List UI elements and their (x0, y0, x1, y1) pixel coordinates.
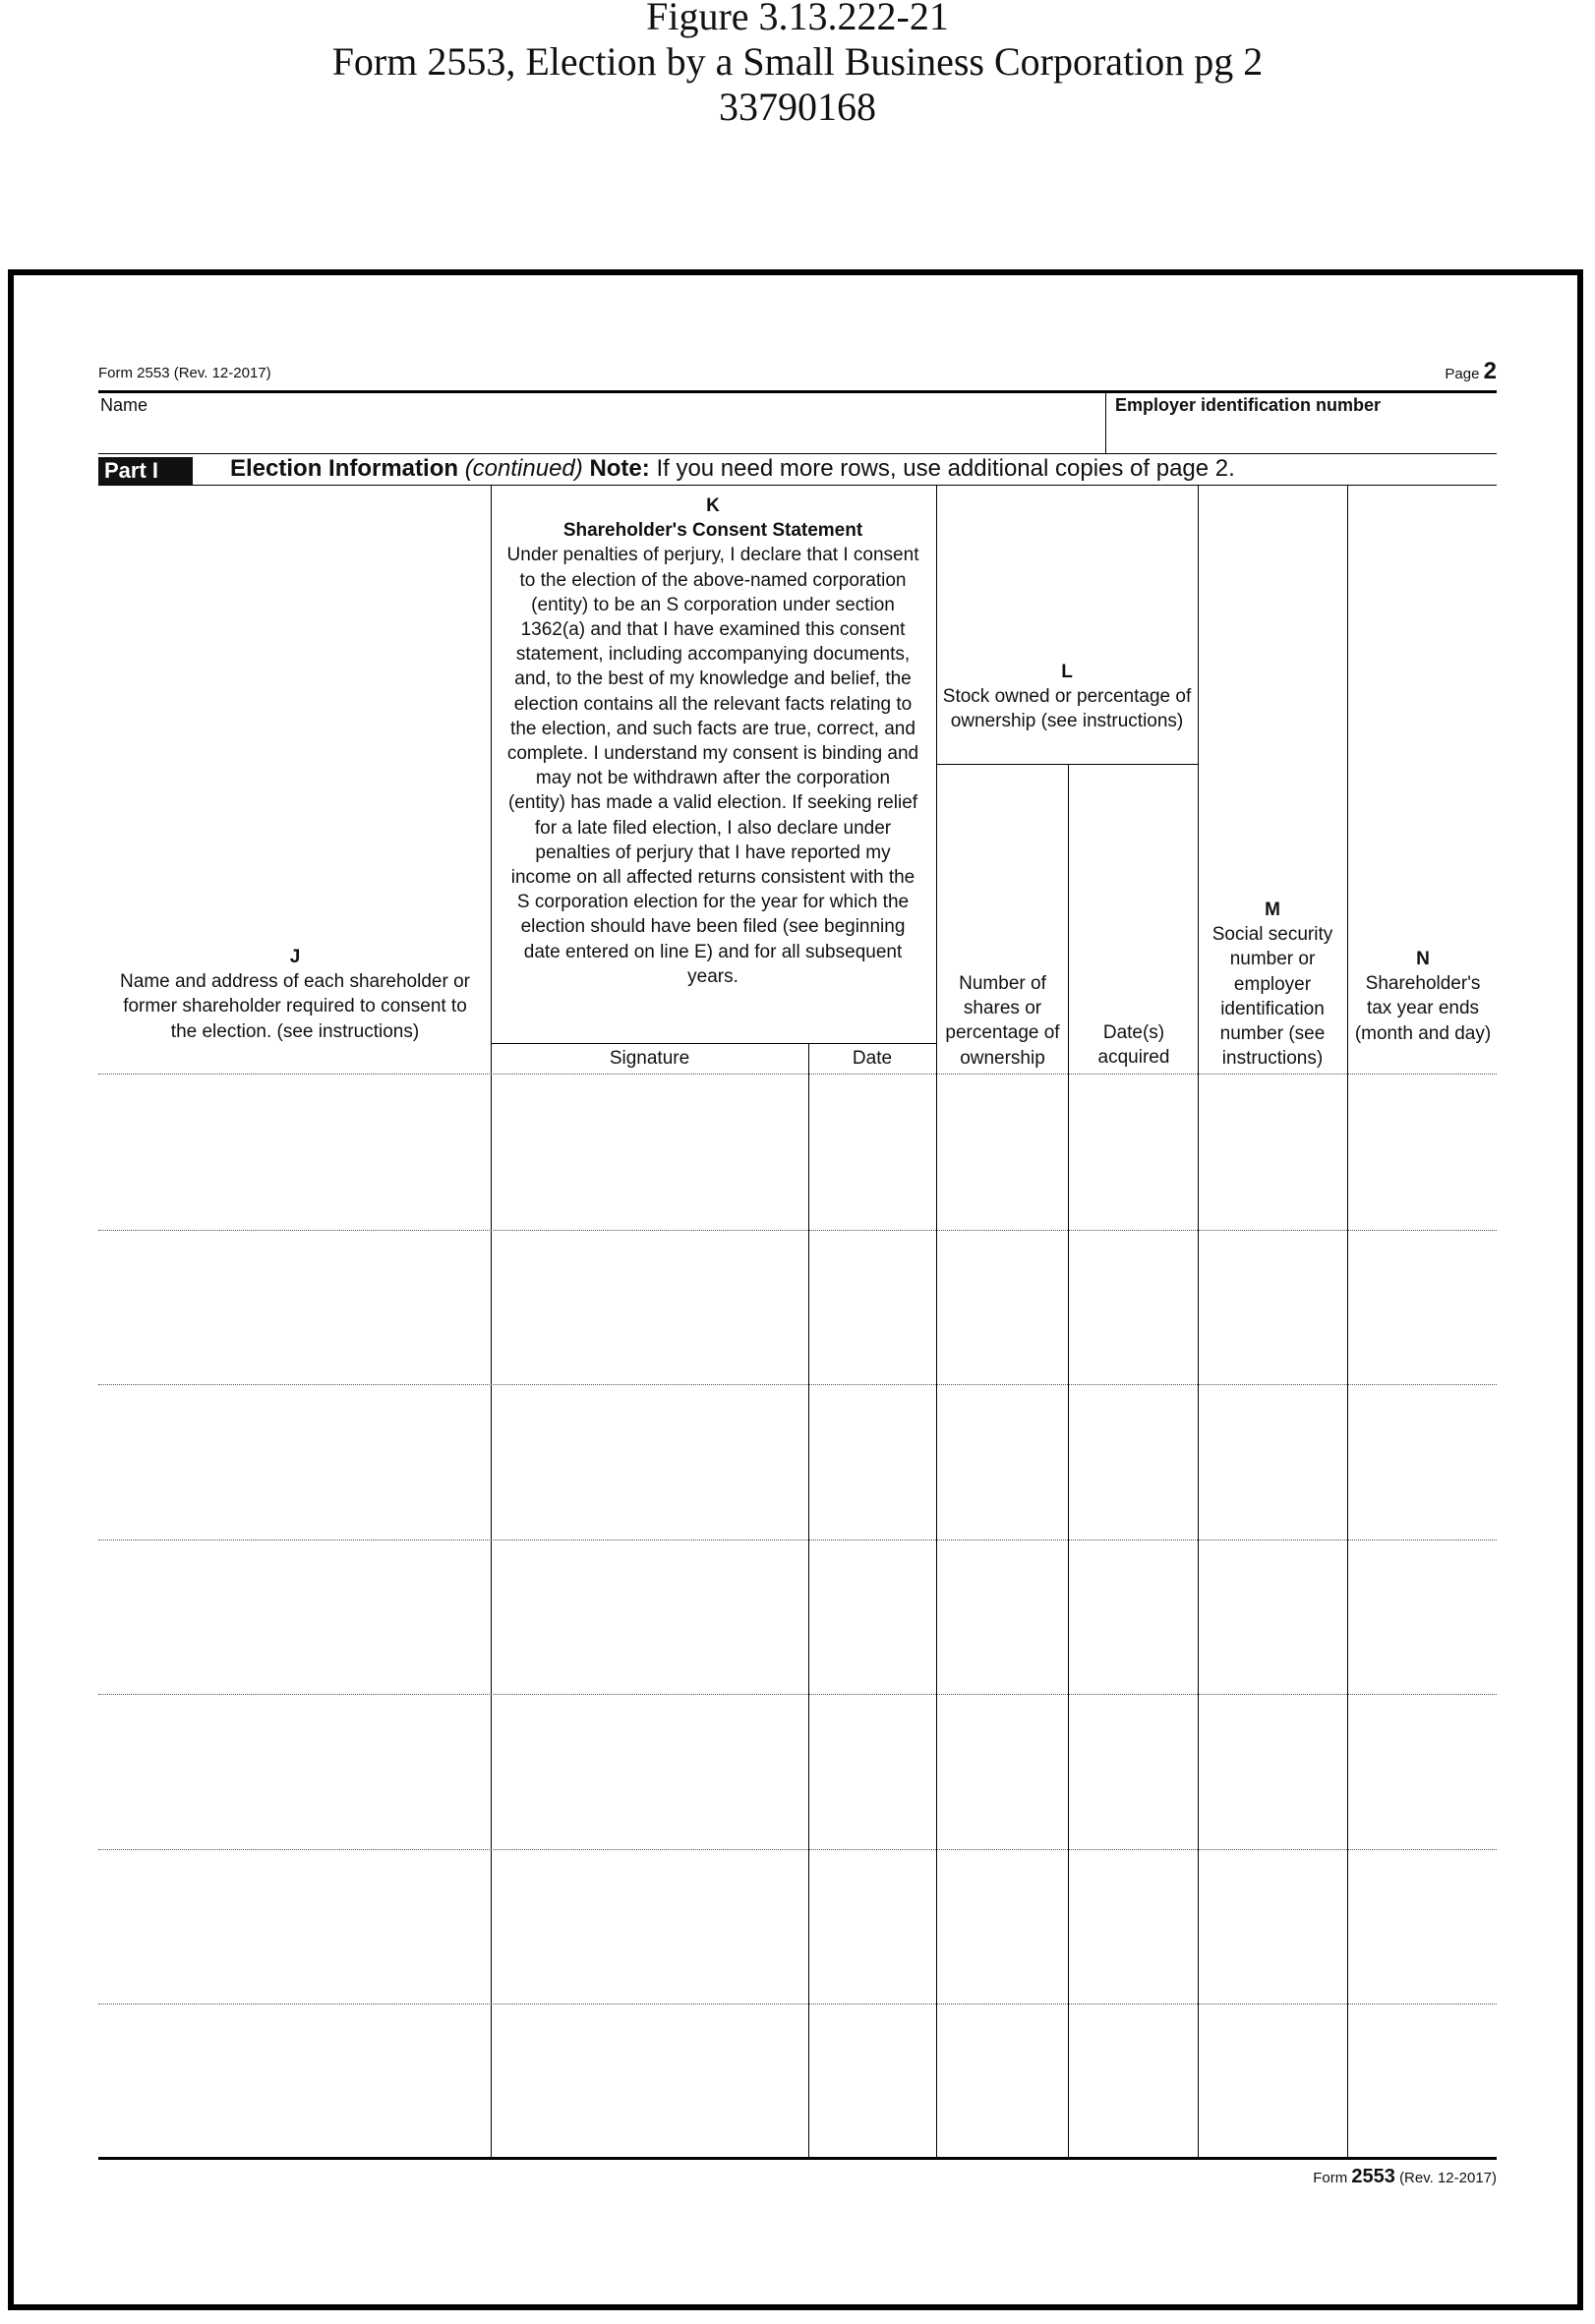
cell-ssn-ein[interactable] (1199, 1230, 1346, 1383)
part-badge: Part I (98, 457, 193, 485)
col-k-signature: Signature (609, 1048, 690, 1069)
col-k-heading: Shareholder's Consent Statement (562, 520, 863, 542)
col-k-header (505, 494, 920, 989)
part-heading (230, 455, 1235, 483)
footer-rule (98, 2157, 1497, 2160)
cell-ssn-ein[interactable] (1199, 1849, 1346, 2003)
cell-signature[interactable] (492, 1849, 807, 2003)
cell-date-acquired[interactable] (1069, 1384, 1197, 1538)
cell-signature[interactable] (492, 1384, 807, 1538)
ein-field[interactable] (1106, 393, 1497, 452)
note-text: If you need more rows, use additional copies of page 2. (656, 455, 1235, 482)
note-label: Note: (589, 455, 650, 482)
ein-label: Employer identification number (1115, 395, 1382, 415)
cell-ssn-ein[interactable] (1199, 2004, 1346, 2157)
divider (98, 453, 1497, 454)
col-k-date: Date (852, 1048, 893, 1069)
col-l-shares: Number of shares or percentage of ownership (945, 973, 1060, 1069)
cell-ssn-ein[interactable] (1199, 1384, 1346, 1538)
cell-date[interactable] (809, 1075, 935, 1228)
footer-rev: (Rev. 12-2017) (1399, 2170, 1497, 2186)
cell-shares[interactable] (937, 1075, 1067, 1228)
col-n-text: Shareholder's tax year ends (month and day) (1354, 973, 1492, 1044)
cell-tax-year-end[interactable] (1348, 1849, 1496, 2003)
col-j-text: Name and address of each shareholder or former shareholder required to consent to the election. (see instructions) (120, 971, 470, 1042)
cell-date[interactable] (809, 1694, 935, 1847)
cell-date-acquired[interactable] (1069, 1540, 1197, 1693)
cell-shares[interactable] (937, 1849, 1067, 2003)
cell-name-address[interactable] (99, 1849, 490, 2003)
cell-date[interactable] (809, 1849, 935, 2003)
part-continued: (continued) (464, 455, 583, 482)
name-field[interactable] (98, 393, 1105, 452)
cell-tax-year-end[interactable] (1348, 1540, 1496, 1693)
col-k-letter: K (706, 495, 720, 516)
divider (936, 764, 1198, 765)
cell-name-address[interactable] (99, 1694, 490, 1847)
cell-shares[interactable] (937, 1384, 1067, 1538)
col-m-letter: M (1265, 900, 1280, 920)
form-revision: Form 2553 (Rev. 12-2017) (98, 365, 271, 381)
cell-name-address[interactable] (99, 1540, 490, 1693)
cell-name-address[interactable] (99, 1384, 490, 1538)
cell-date[interactable] (809, 1230, 935, 1383)
cell-name-address[interactable] (99, 2004, 490, 2157)
page-number: 2 (1483, 358, 1497, 384)
col-n-letter: N (1416, 949, 1430, 969)
col-k-text: Under penalties of perjury, I declare that I consent to the election of the above-named corporation (entity) to be an S corporation under section 1362(a) and that I have examined this consent statement, including accompanying documents, and, to the best of my knowledge and belief, the election contains all the relevant facts relating to the election, and such facts are true, correct, and complete. I understand my consent is binding and may not be withdrawn after the corporation (entity) has made a valid election. If seeking relief for a late filed election, I also declare under penalties of perjury that I have reported my income on all affected returns consistent with the S corporation election for the year for which the election should have been filed (see beginning date entered on line E) and for all subsequent years. (506, 545, 919, 987)
footer-form-label: Form (1313, 2170, 1348, 2186)
cell-tax-year-end[interactable] (1348, 1230, 1496, 1383)
footer-form (1313, 2166, 1497, 2188)
cell-tax-year-end[interactable] (1348, 1694, 1496, 1847)
col-m-text: Social security number or employer identification number (see instructions) (1211, 924, 1333, 1070)
cell-name-address[interactable] (99, 1075, 490, 1228)
cell-shares[interactable] (937, 1540, 1067, 1693)
cell-ssn-ein[interactable] (1199, 1540, 1346, 1693)
col-n-header (1351, 947, 1495, 1046)
cell-date[interactable] (809, 1540, 935, 1693)
cell-name-address[interactable] (99, 1230, 490, 1383)
cell-signature[interactable] (492, 1230, 807, 1383)
page-label: Page (1445, 366, 1480, 382)
cell-shares[interactable] (937, 1694, 1067, 1847)
name-label: Name (100, 395, 148, 415)
page-indicator (1445, 358, 1497, 385)
cell-date[interactable] (809, 1384, 935, 1538)
cell-signature[interactable] (492, 1075, 807, 1228)
cell-tax-year-end[interactable] (1348, 2004, 1496, 2157)
cell-shares[interactable] (937, 1230, 1067, 1383)
cell-ssn-ein[interactable] (1199, 1075, 1346, 1228)
cell-signature[interactable] (492, 2004, 807, 2157)
cell-shares[interactable] (937, 2004, 1067, 2157)
cell-date-acquired[interactable] (1069, 2004, 1197, 2157)
col-l-letter: L (1061, 662, 1073, 682)
figure-id: 33790168 (719, 85, 876, 129)
col-l-dates: Date(s) acquired (1097, 1022, 1170, 1069)
cell-tax-year-end[interactable] (1348, 1384, 1496, 1538)
cell-date-acquired[interactable] (1069, 1075, 1197, 1228)
footer-form-number: 2553 (1351, 2166, 1395, 2187)
col-l-header (940, 660, 1194, 734)
col-l-text: Stock owned or percentage of ownership (see instructions) (942, 686, 1192, 732)
cell-signature[interactable] (492, 1694, 807, 1847)
cell-ssn-ein[interactable] (1199, 1694, 1346, 1847)
divider (491, 1043, 936, 1044)
part-title: Election Information (230, 455, 459, 482)
cell-date-acquired[interactable] (1069, 1849, 1197, 2003)
col-m-header (1202, 898, 1343, 1071)
cell-tax-year-end[interactable] (1348, 1075, 1496, 1228)
cell-signature[interactable] (492, 1540, 807, 1693)
figure-number: Figure 3.13.222-21 (646, 0, 949, 38)
col-j-header (108, 945, 482, 1044)
cell-date[interactable] (809, 2004, 935, 2157)
figure-title: Form 2553, Election by a Small Business Corporation pg 2 (331, 39, 1264, 84)
cell-date-acquired[interactable] (1069, 1694, 1197, 1847)
cell-date-acquired[interactable] (1069, 1230, 1197, 1383)
divider (98, 485, 1497, 486)
col-j-letter: J (289, 947, 301, 967)
